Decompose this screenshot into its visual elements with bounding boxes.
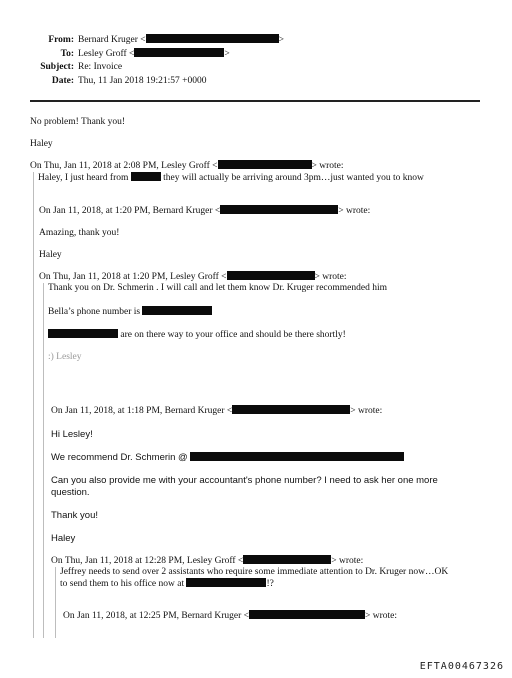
quote-intro	[39, 205, 370, 216]
redacted-block	[186, 578, 266, 587]
quote-intro-end: > wrote:	[365, 611, 398, 621]
quote-text	[48, 329, 346, 340]
redacted-block	[146, 34, 279, 43]
message-text: No problem! Thank you!	[30, 117, 126, 127]
message-signature: Haley	[30, 139, 53, 149]
quote-intro-text: On Jan 11, 2018, at 12:25 PM, Bernard Kruger <	[63, 611, 250, 621]
quote-text-part: Bella’s phone number is	[48, 307, 141, 317]
quote-intro-end: > wrote:	[311, 161, 344, 171]
quote-text: Can you also provide me with your accountant's phone number? I need to ask her one more	[51, 475, 438, 486]
subject-label: Subject:	[40, 62, 74, 72]
date-value: Thu, 11 Jan 2018 19:21:57 +0000	[78, 76, 207, 86]
from-value: Bernard Kruger <	[78, 35, 146, 45]
document-id: EFTA00467326	[419, 661, 504, 672]
to-label: To:	[60, 49, 74, 59]
redacted-block	[190, 452, 404, 461]
quote-intro-text: On Jan 11, 2018, at 1:20 PM, Bernard Kruger <	[39, 206, 221, 216]
redacted-block	[220, 205, 338, 214]
quote-text-part: are on there way to your office and should be there shortly!	[120, 330, 346, 340]
quote-text	[48, 306, 212, 317]
quote-body	[38, 172, 424, 183]
redacted-block	[218, 160, 312, 169]
quote-intro-text: On Thu, Jan 11, 2018 at 1:20 PM, Lesley Groff <	[39, 272, 227, 282]
quote-intro-end: > wrote:	[338, 206, 371, 216]
redacted-block	[134, 48, 224, 57]
subject-value: Re: Invoice	[78, 62, 123, 72]
quote-greeting: Hi Lesley!	[51, 429, 93, 440]
quote-intro-text: On Thu, Jan 11, 2018 at 12:28 PM, Lesley Groff <	[51, 556, 244, 566]
quote-signature: Haley	[39, 250, 62, 260]
redacted-block	[249, 610, 365, 619]
quote-bar	[43, 283, 44, 638]
quote-text-part: !?	[266, 579, 274, 589]
quote-body-text: Haley, I just heard from	[38, 173, 129, 183]
redacted-block	[243, 555, 331, 564]
header-subject-row	[0, 62, 122, 72]
quote-text: Amazing, thank you!	[39, 228, 120, 238]
quote-intro-text: On Jan 11, 2018, at 1:18 PM, Bernard Kruger <	[51, 406, 233, 416]
quote-intro	[51, 405, 382, 416]
date-label: Date:	[51, 76, 74, 86]
quote-intro	[63, 610, 397, 621]
quote-intro-text: On Thu, Jan 11, 2018 at 2:08 PM, Lesley Groff <	[30, 161, 218, 171]
redacted-block	[48, 329, 118, 338]
redacted-block	[227, 271, 315, 280]
header-to-row	[0, 48, 230, 59]
quote-bar	[55, 567, 56, 638]
quote-intro-end: > wrote:	[314, 272, 347, 282]
to-value: Lesley Groff <	[78, 49, 135, 59]
quote-body-text: they will actually be arriving around 3pm…just wanted you to know	[163, 173, 424, 183]
quote-text	[51, 452, 404, 463]
quote-text-part: to send them to his office now at	[60, 579, 185, 589]
quote-intro	[51, 555, 363, 566]
redacted-block	[142, 306, 212, 315]
quote-text: Thank you!	[51, 510, 98, 521]
quote-intro-end: > wrote:	[350, 406, 383, 416]
quote-text-part: We recommend Dr. Schmerin @	[51, 452, 188, 463]
redacted-block	[232, 405, 350, 414]
quote-intro	[30, 160, 344, 171]
header-from-row	[0, 34, 284, 45]
quote-text: Jeffrey needs to send over 2 assistants who require some immediate attention to Dr. Kruger now…OK	[60, 567, 449, 577]
header-divider	[30, 100, 480, 102]
quote-signature: Haley	[51, 533, 76, 544]
to-close: >	[224, 49, 230, 59]
quote-text: question.	[51, 487, 90, 498]
from-close: >	[278, 35, 284, 45]
header-date-row	[0, 76, 207, 86]
quote-signature: :) Lesley	[48, 352, 82, 362]
redacted-block	[131, 172, 161, 181]
quote-intro	[39, 271, 347, 282]
quote-text: Thank you on Dr. Schmerin . I will call and let them know Dr. Kruger recommended him	[48, 283, 388, 293]
quote-bar	[33, 172, 34, 638]
from-label: From:	[48, 35, 74, 45]
quote-intro-end: > wrote:	[331, 556, 364, 566]
quote-text	[60, 578, 274, 589]
